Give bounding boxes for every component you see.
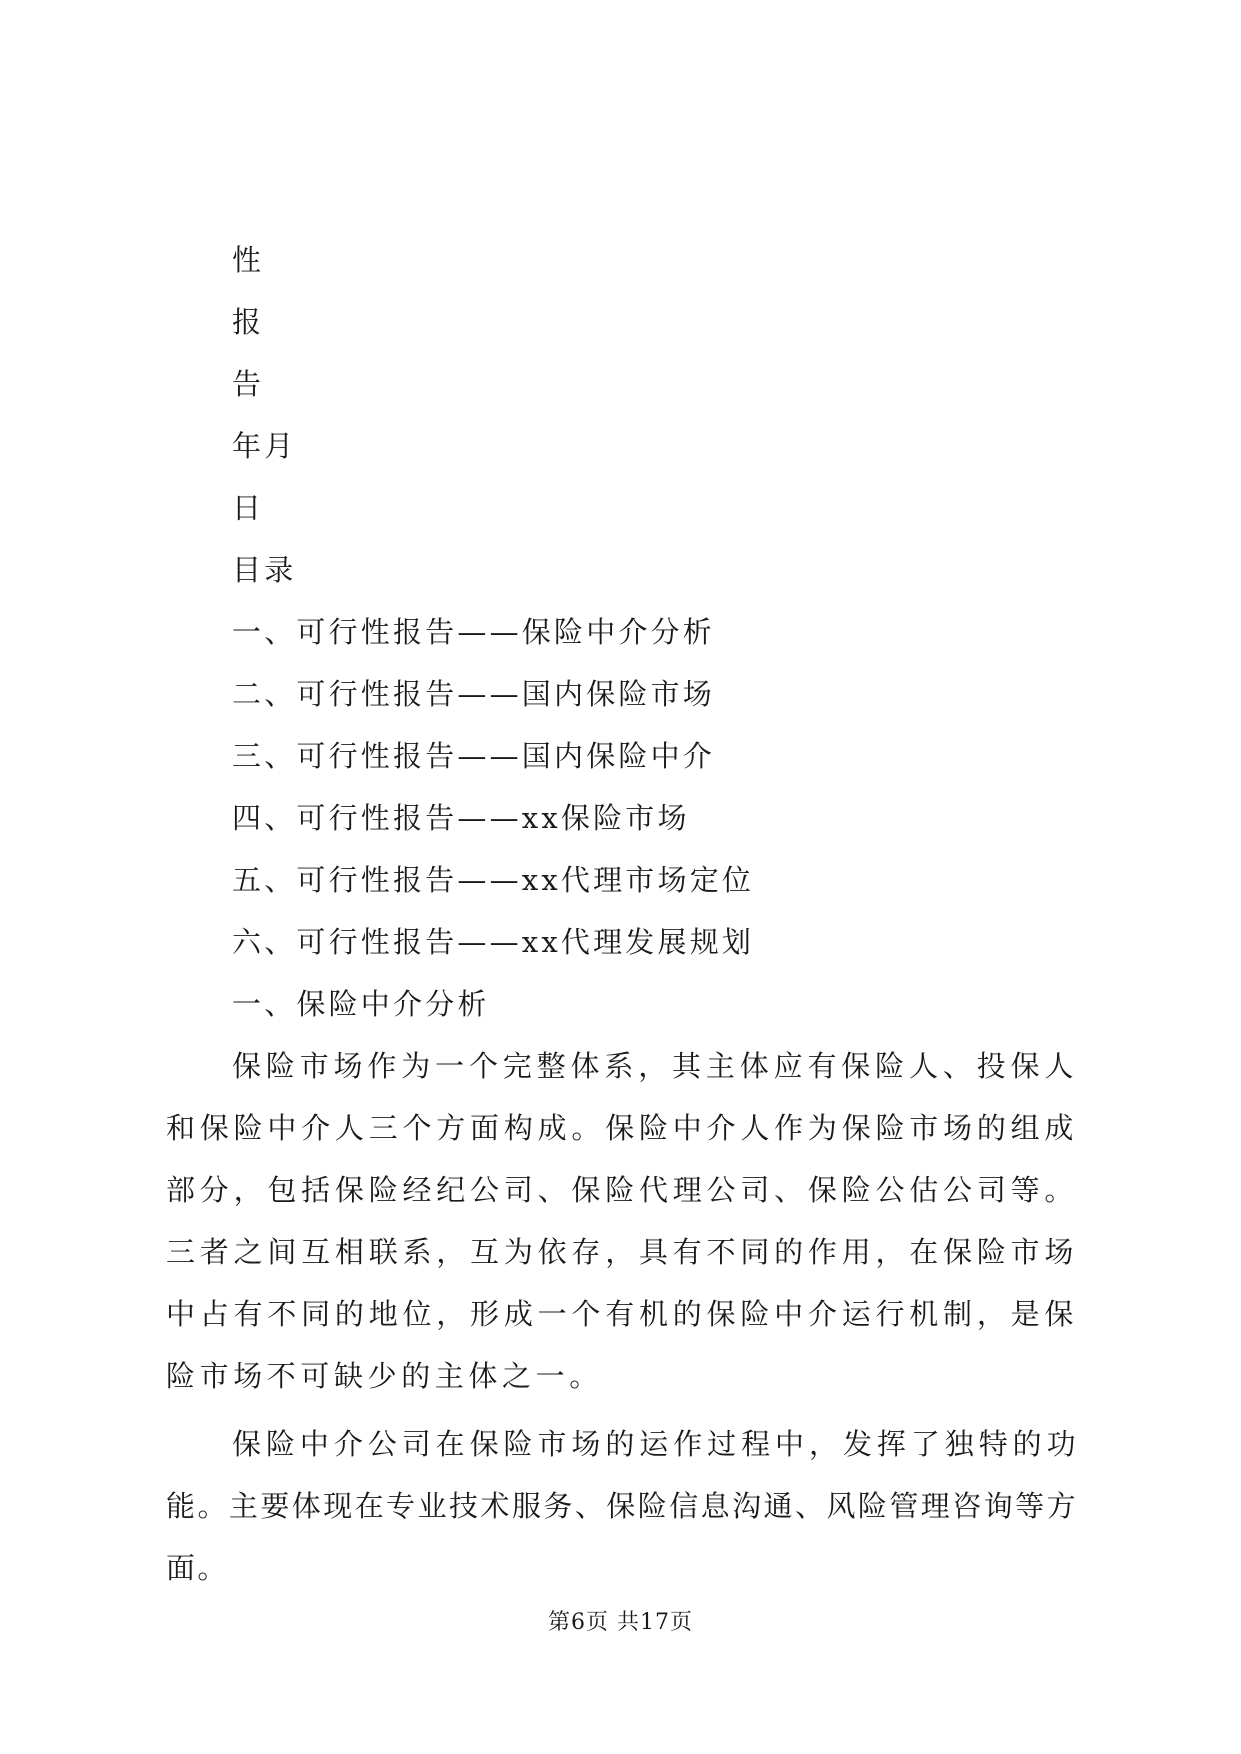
toc-item-1: 一、可行性报告——保险中介分析 bbox=[232, 615, 716, 649]
toc-item-4: 四、可行性报告——xx保险市场 bbox=[232, 801, 690, 835]
toc-title: 目录 bbox=[232, 553, 297, 587]
section-heading: 一、保险中介分析 bbox=[232, 987, 490, 1021]
cover-line-4: 年月 bbox=[232, 429, 297, 463]
cover-line-5: 日 bbox=[232, 491, 265, 525]
cover-line-1: 性 bbox=[232, 243, 265, 277]
cover-line-2: 报 bbox=[232, 305, 265, 339]
body-paragraph-2: 保险中介公司在保险市场的运作过程中，发挥了独特的功能。主要体现在专业技术服务、保险信息沟通、风险管理咨询等方面。 bbox=[166, 1427, 1078, 1585]
toc-item-6: 六、可行性报告——xx代理发展规划 bbox=[232, 925, 755, 959]
toc-item-2: 二、可行性报告——国内保险市场 bbox=[232, 677, 716, 711]
page-content bbox=[166, 229, 1078, 1603]
body-paragraph-1: 保险市场作为一个完整体系，其主体应有保险人、投保人和保险中介人三个方面构成。保险中介人作为保险市场的组成部分，包括保险经纪公司、保险代理公司、保险公估公司等。三者之间互相联系，互为依存，具有不同的作用，在保险市场中占有不同的地位，形成一个有机的保险中介运行机制，是保险市场不可缺少的主体之一。 bbox=[166, 1049, 1078, 1393]
page-number-footer: 第6页 共17页 bbox=[548, 1610, 693, 1635]
cover-line-3: 告 bbox=[232, 367, 265, 401]
toc-item-3: 三、可行性报告——国内保险中介 bbox=[232, 739, 716, 773]
toc-item-5: 五、可行性报告——xx代理市场定位 bbox=[232, 863, 755, 897]
